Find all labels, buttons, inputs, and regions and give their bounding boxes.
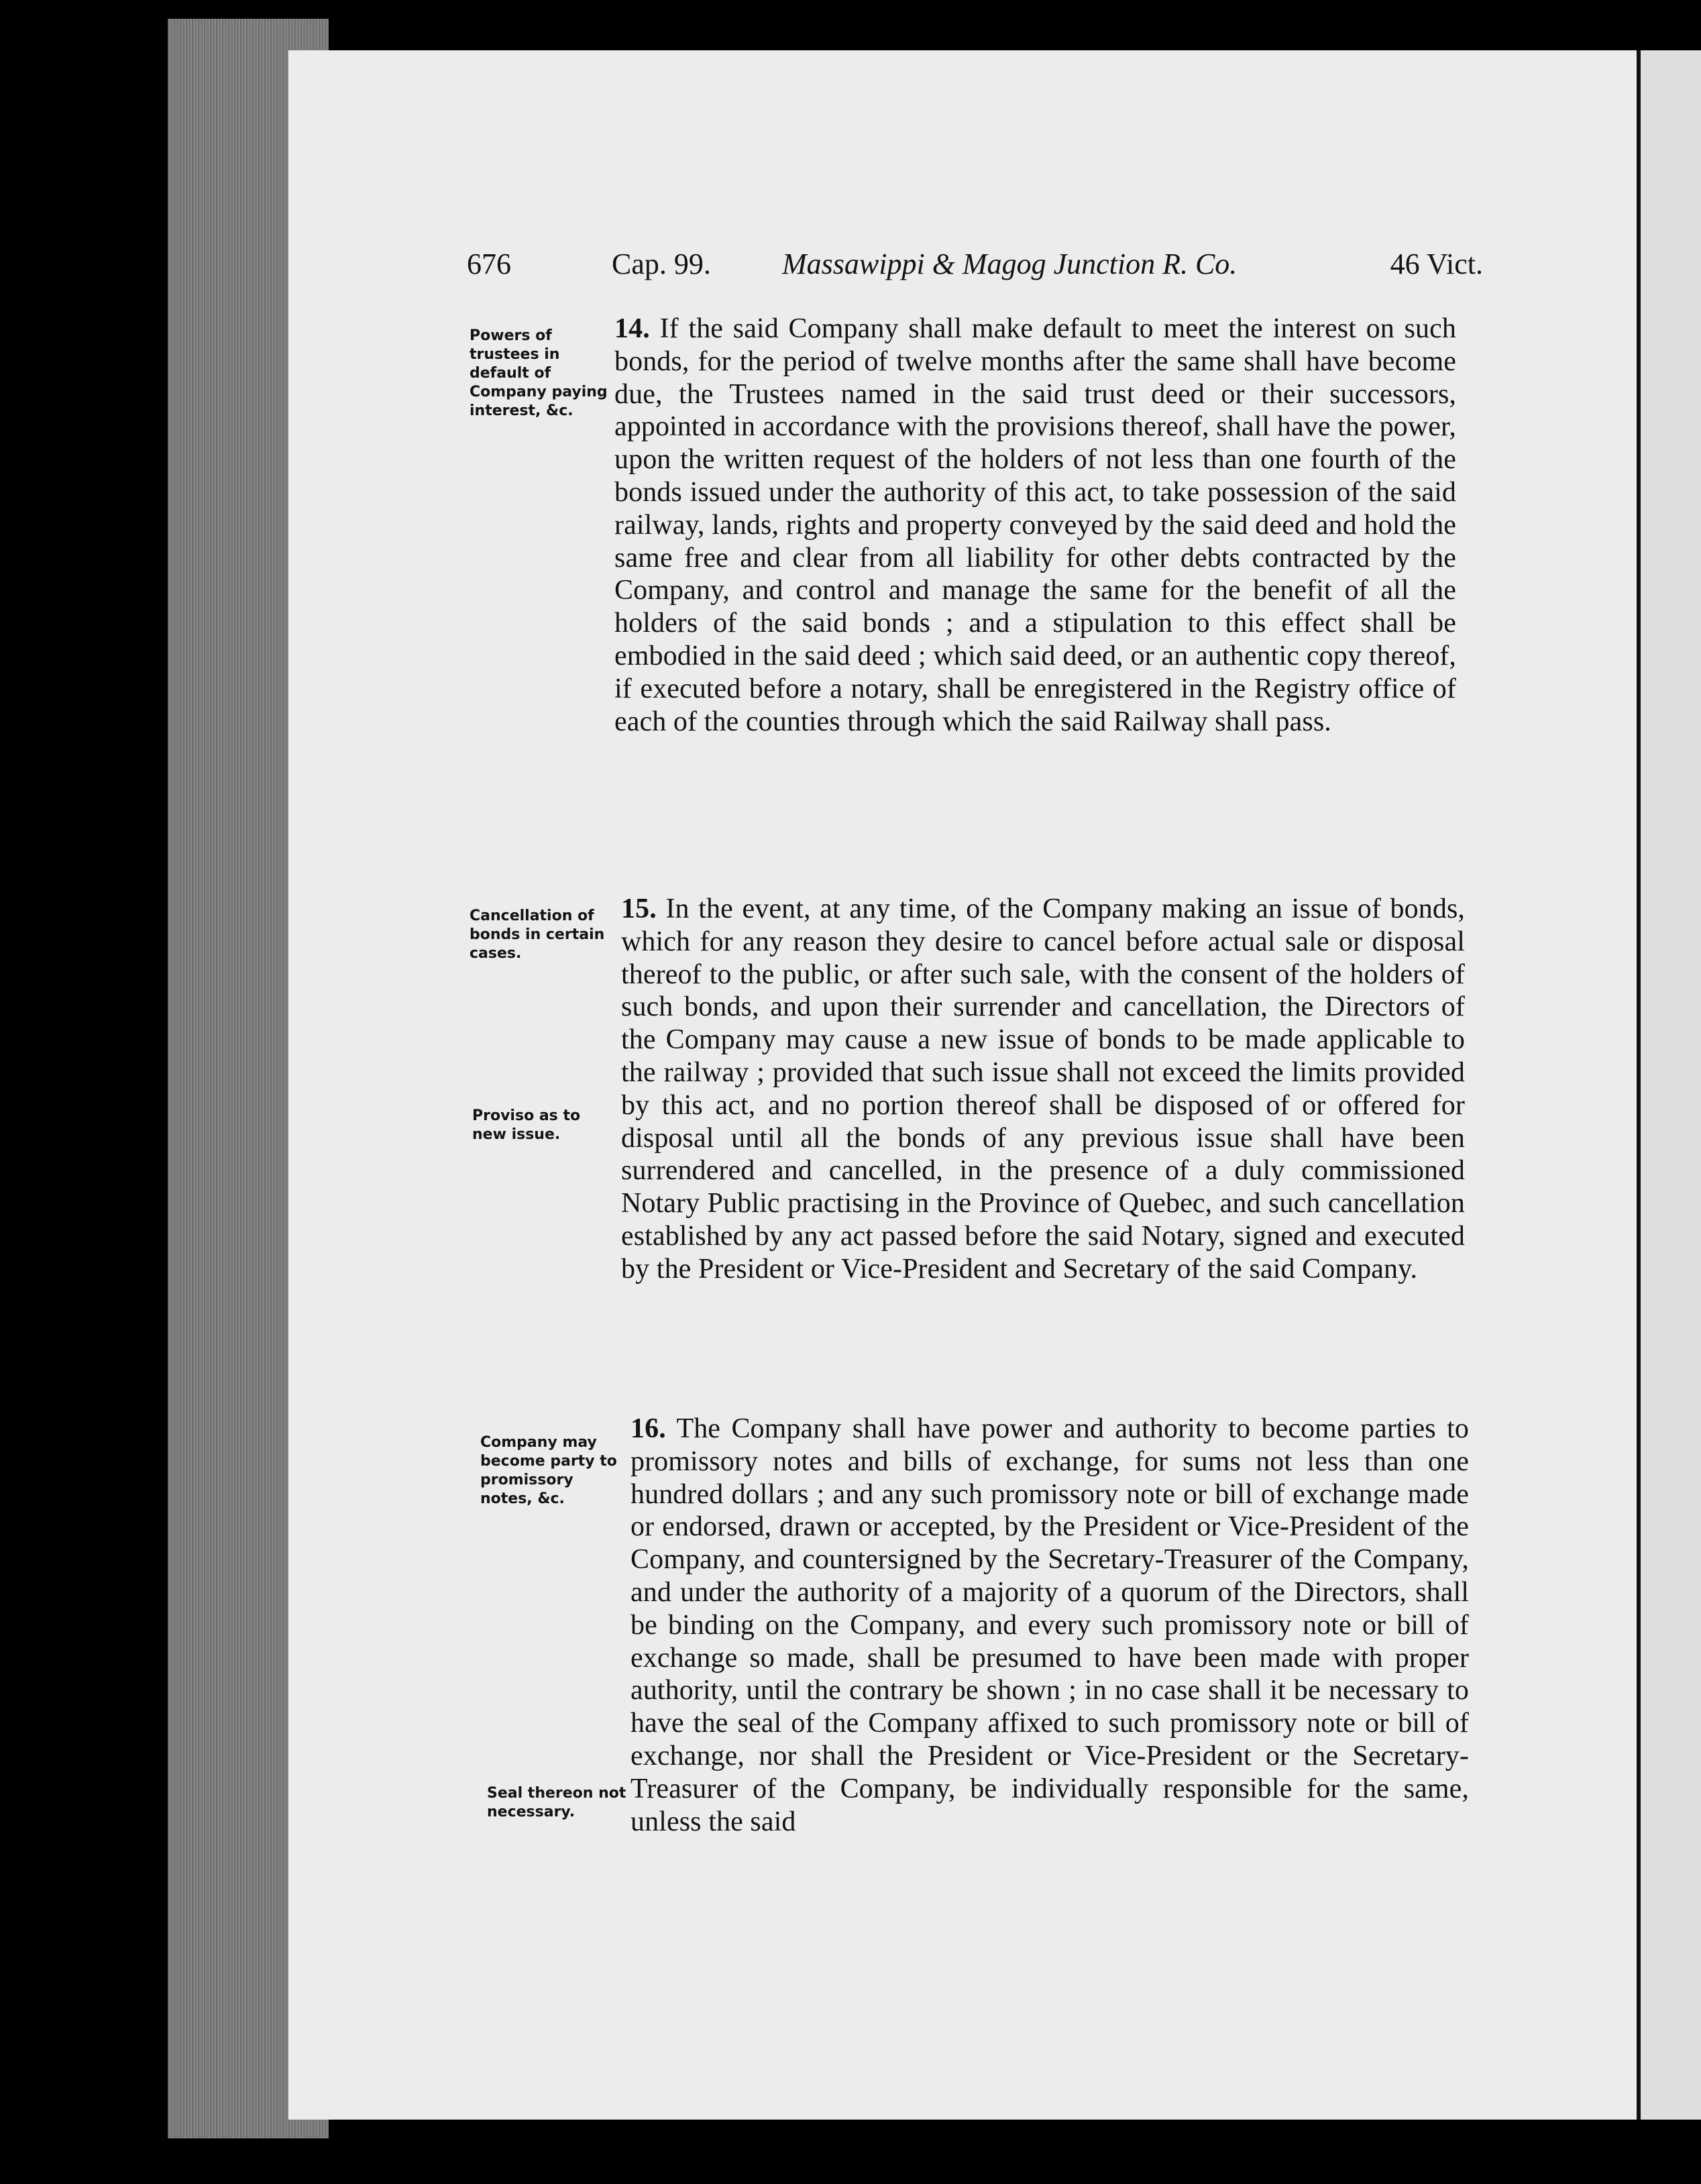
section-text-14: If the said Company shall make default to meet the interest on such bonds, for the period of twelve months after the same shall have become due, the Trustees named in the said trust deed or their successors, appointed in accordance with the provisions thereof, shall have the power, upon the written request of the holders of not less than one fourth of the bonds issued under the authority of this act, to take possession of the said railway, lands, rights and property conveyed by the said deed and hold the same free and clear from all liability for other debts contracted by the Company, and control and manage the same for the benefit of all the holders of the said bonds ; and a stipulation to this effect shall be embodied in the said deed ; which said deed, or an authentic copy thereof, if executed before a notary, shall be enregistered in the Registry office of each of the counties through which the said Railway shall pass.: [614, 313, 1456, 737]
section-text-16: The Company shall have power and authority to become parties to promissory notes and bills of exchange, for sums not less than one hundred dollars ; and any such promissory note or bill of exchange made or endorsed, drawn or accepted, by the President or Vice-President of the Company, and countersigned by the Secretary-Treasurer of the Company, and under the authority of a majority of a quorum of the Directors, shall be binding on the Company, and every such promissory note or bill of exchange so made, shall be presumed to have been made with proper authority, until the contrary be shown ; in no case shall it be necessary to have the seal of the Company affixed to such promissory note or bill of exchange, nor shall the President or Vice-President or the Secretary-Treasurer of the Company, be individually responsible for the same, unless the said: [630, 1413, 1469, 1837]
margin-note-seal: Seal thereon not necessary.: [487, 1785, 626, 1820]
margin-note-proviso: Proviso as to new issue.: [472, 1107, 581, 1143]
chapter-number: Cap. 99.: [612, 248, 711, 280]
facing-page-edge: [1637, 50, 1701, 2120]
section-number-14: 14.: [614, 313, 650, 344]
margin-note-section-16: Company may become party to promissory notes, &c.: [480, 1434, 617, 1507]
regnal-year: 46 Vict.: [1390, 248, 1483, 280]
section-15: [621, 893, 1465, 1286]
running-header: [467, 247, 1483, 294]
section-number-16: 16.: [630, 1413, 666, 1444]
section-14: [614, 313, 1456, 738]
section-text-15: In the event, at any time, of the Company making an issue of bonds, which for any reason they desire to cancel before actual sale or disposal thereof to the public, or after such sale, with the consent of the holders of such bonds, and upon their surrender and cancellation, the Directors of the Company may cause a new issue of bonds to be made applicable to the railway ; provided that such issue shall not exceed the limits provided by this act, and no portion thereof shall be disposed of or offered for disposal until all the bonds of any previous issue shall have been surrendered and cancelled, in the presence of a duly commissioned Notary Public practising in the Province of Quebec, and such cancellation established by any act passed before the said Notary, signed and executed by the President or Vice-President and Secretary of the said Company.: [621, 893, 1465, 1285]
running-title: Massawippi & Magog Junction R. Co.: [782, 248, 1238, 280]
margin-note-section-15: Cancellation of bonds in certain cases.: [470, 908, 605, 962]
section-number-15: 15.: [621, 893, 657, 924]
section-16: [630, 1413, 1469, 1838]
margin-note-section-14: Powers of trustees in default of Company paying interest, &c.: [470, 327, 608, 419]
page-number: 676: [467, 248, 511, 280]
